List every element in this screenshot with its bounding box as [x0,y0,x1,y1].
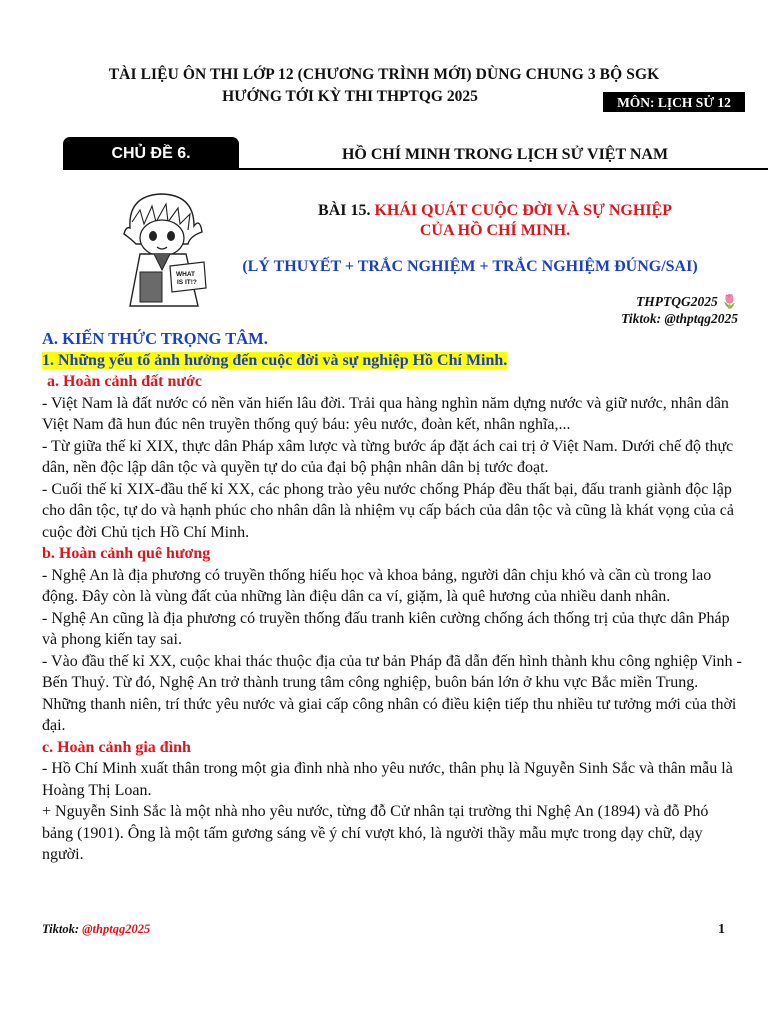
main-content [42,328,742,866]
paragraph-a2: - Từ giữa thế kỉ XIX, thực dân Pháp xâm lược và từng bước áp đặt ách cai trị ở Việt Nam. Dưới chế độ thực dân, nền độc lập dân tộc và quyền tự do của đại bộ phận nhân dân bị tước đoạt. [42,437,734,476]
document-header-line1: TÀI LIỆU ÔN THI LỚP 12 (CHƯƠNG TRÌNH MỚI) DÙNG CHUNG 3 BỘ SGK [108,66,660,83]
subheading-b: b. Hoàn cảnh quê hương [42,545,211,562]
footer-tiktok-handle: @thptqg2025 [82,922,151,936]
lesson-subtitle: (LÝ THUYẾT + TRẮC NGHIỆM + TRẮC NGHIỆM ĐÚNG/SAI) [242,258,698,275]
subheading-c: c. Hoàn cảnh gia đình [42,738,191,756]
footer-tiktok-label: Tiktok: [42,922,80,936]
heading-1-text: 1. Những yếu tố ảnh hưởng đến cuộc đời và sự nghiệp Hồ Chí Minh. [42,351,508,369]
anime-character-illustration [110,188,214,308]
lesson-title-line1: KHÁI QUÁT CUỘC ĐỜI VÀ SỰ NGHIỆP [374,202,672,219]
lesson-title-line2: CỦA HỒ CHÍ MINH. [419,222,571,239]
bubble-text-line1: WHAT [176,271,196,278]
paragraph-c1: - Hồ Chí Minh xuất thân trong một gia đình nhà nho yêu nước, thân phụ là Nguyễn Sinh Sắc và thân mẫu là Hoàng Thị Loan. [42,760,733,799]
paragraph-b2: - Nghệ An cũng là địa phương có truyền thống đấu tranh kiên cường chống ách thống trị của thực dân Pháp và phong kiến tay sai. [42,609,730,648]
document-header-line2: HƯỚNG TỚI KỲ THI THPTQG 2025 [222,88,478,105]
paragraph-c2: + Nguyễn Sinh Sắc là một nhà nho yêu nước, từng đỗ Cử nhân tại trường thi Nghệ An (1894) và đỗ Phó bảng (1901). Ông là một tấm gương sáng về ý chí vượt khó, là người thầy mẫu mực trong dạy chữ, dạy người. [42,803,709,863]
bubble-text-line2: IS IT!? [177,279,197,286]
paragraph-b1: - Nghệ An là địa phương có truyền thống hiếu học và khoa bảng, người dân chịu khó và cần cù trong lao động. Đây còn là vùng đất của những làn điệu dân ca ví, giặm, là quê hương của nhiều danh nhân. [42,566,712,605]
footer-tiktok [42,922,150,937]
topic-title: HỒ CHÍ MINH TRONG LỊCH SỬ VIỆT NAM [341,146,669,163]
paragraph-b3: - Vào đầu thế kỉ XX, cuộc khai thác thuộc địa của tư bản Pháp đã dẫn đến hình thành khu công nghiệp Vinh - Bến Thuỷ. Từ đó, Nghệ An trở thành trung tâm công nghiệp, buôn bán lớn ở khu vực Bắc miền Trung. Những thanh niên, trí thức yêu nước và giai cấp công nhân có điều kiện tiếp thu nhiều tư tưởng mới của thời đại. [42,652,742,734]
lesson-title [230,201,760,241]
subheading-a: a. Hoàn cảnh đất nước [47,373,202,390]
brand-name: THPTQG2025 [636,294,718,309]
brand-block [560,293,738,327]
tulip-icon: 🌷 [721,294,738,309]
page-number: 1 [718,922,725,937]
paragraph-a3: - Cuối thế kỉ XIX-đầu thế kỉ XX, các phong trào yêu nước chống Pháp đều thất bại, đấu tranh giành độc lập cho dân tộc, tự do và hạnh phúc cho nhân dân là nhiệm vụ cấp bách của dân tộc và cũng là khát vọng của cả cuộc đời Chủ tịch Hồ Chí Minh. [42,480,734,541]
section-a-heading: A. KIẾN THỨC TRỌNG TÂM. [42,329,268,348]
lesson-prefix: BÀI 15. [318,202,371,219]
subject-badge: MÔN: LỊCH SỬ 12 [603,92,745,112]
heading-1 [42,350,742,372]
brand-tiktok: Tiktok: @thptqg2025 [621,311,738,326]
topic-divider [63,168,768,170]
paragraph-a1: - Việt Nam là đất nước có nền văn hiến lâu đời. Trải qua hàng nghìn năm dựng nước và giữ nước, nhân dân Việt Nam đã hun đúc nên truyền thống quý báu: yêu nước, đoàn kết, nhân nghĩa,... [42,394,729,433]
topic-label: CHỦ ĐỀ 6. [63,137,239,169]
